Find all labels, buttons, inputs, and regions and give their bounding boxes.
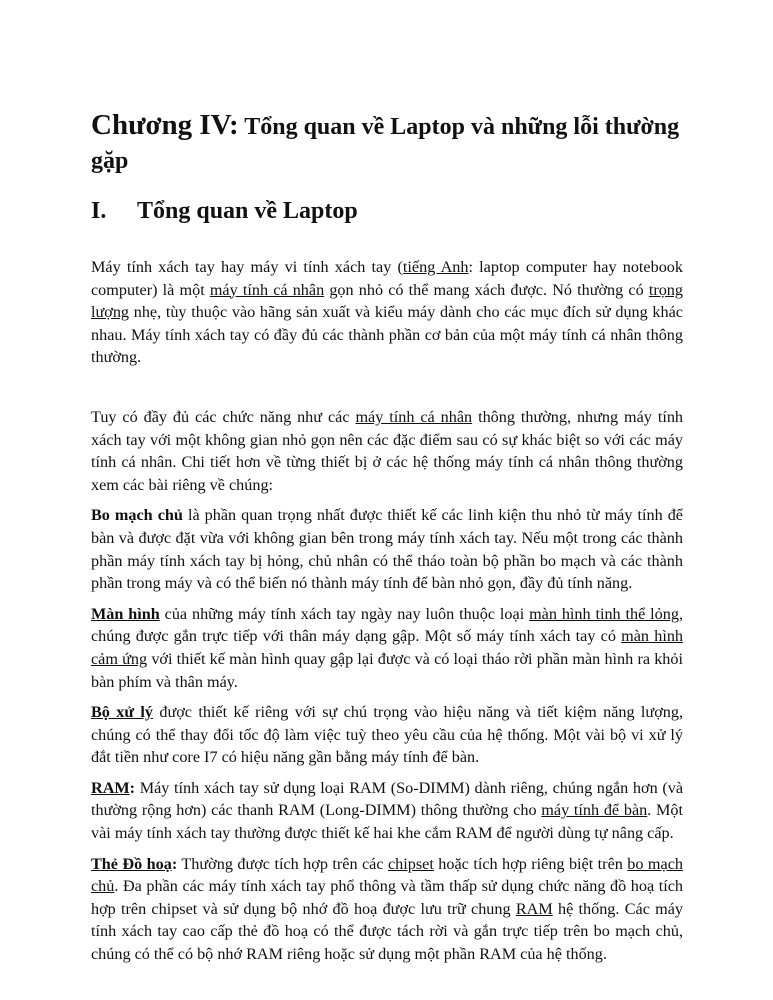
- document-content: [91, 108, 683, 966]
- text-run: là phần quan trọng nhất được thiết kế các linh kiện thu nhỏ từ máy tính để bàn và được đặt vừa với không gian bên trong máy tính xách tay. Nếu một trong các thành phần máy tính xách tay bị hỏng, chủ nhân có thể tháo toàn bộ phần bo mạch và các thành phần trong máy và có thể biến nó thành máy tính để bàn nhỏ gọn, đầy đủ tính năng.: [91, 506, 683, 593]
- link-graphics-term[interactable]: Thẻ Đồ hoạ: [91, 854, 172, 873]
- link-touchscreen[interactable]: màn hình cảm ứng: [91, 627, 684, 668]
- intro-paragraph: [91, 256, 683, 369]
- text-run: của những máy tính xách tay ngày nay luôn thuộc loại: [159, 604, 530, 623]
- text-run: gọn nhỏ có thể mang xách được. Nó thường có: [324, 280, 649, 299]
- section-title: Tổng quan về Laptop: [137, 198, 358, 224]
- chapter-heading: [91, 108, 683, 178]
- text-run: hoặc tích hợp riêng biệt trên: [433, 854, 628, 873]
- section-number: I.: [91, 198, 107, 224]
- link-personal-computer-2[interactable]: máy tính cá nhân: [355, 407, 473, 426]
- text-run: Tuy có đầy đủ các chức năng như các: [91, 407, 356, 426]
- screen-paragraph: [91, 603, 683, 693]
- link-personal-computer[interactable]: máy tính cá nhân: [209, 280, 325, 299]
- graphics-paragraph: [91, 853, 683, 966]
- link-ram[interactable]: RAM: [515, 899, 553, 918]
- text-run: Máy tính xách tay sử dụng loại RAM (So-DIMM) dành riêng, chúng ngắn hơn (và thường rộng hơn) các thanh RAM (Long-DIMM) thông thường cho: [91, 778, 683, 820]
- section-heading: [91, 194, 683, 228]
- link-weight[interactable]: trọng lượng: [91, 280, 683, 322]
- term-colon: :: [171, 854, 178, 873]
- text-run: . Một vài máy tính xách tay thường được thiết kế hai khe cắm RAM để người dùng tự nâng cấp.: [91, 801, 684, 843]
- text-run: Máy tính xách tay hay máy vi tính xách tay (: [91, 258, 403, 276]
- cpu-paragraph: [91, 701, 683, 769]
- text-run: hệ thống. Các máy tính xách tay cao cấp thẻ đồ hoạ có thể được tách rời và gắn trực tiếp trên bo mạch chủ, chúng có thể có bộ nhớ RAM riêng hoặc sử dụng một phần RAM của hệ thống.: [91, 899, 684, 964]
- ram-paragraph: [91, 777, 683, 845]
- link-english[interactable]: tiếng Anh: [402, 258, 469, 276]
- text-run: được thiết kế riêng với sự chú trọng vào hiệu năng và tiết kiệm năng lượng, chúng có thể thay đổi tốc độ làm việc tuỳ theo yêu cầu của hệ thống. Một vài bộ vi xử lý đắt tiền như core I7 có hiệu năng gần bằng máy tính để bàn.: [91, 703, 684, 767]
- text-run: nhẹ, tùy thuộc vào hãng sản xuất và kiểu máy dành cho các mục đích sử dụng khác nhau. Máy tính xách tay có đầy đủ các thành phần cơ bản của một máy tính cá nhân thông thường.: [91, 303, 683, 367]
- link-desktop[interactable]: máy tính để bàn: [541, 801, 648, 820]
- link-screen[interactable]: Màn hình: [91, 604, 160, 623]
- mainboard-paragraph: [91, 504, 683, 594]
- text-run: , chúng được gắn trực tiếp với thân máy dạng gập. Một số máy tính xách tay có: [91, 604, 683, 646]
- chapter-number: Chương IV:: [91, 109, 239, 141]
- text-run: với thiết kế màn hình quay gập lại được và có loại tháo rời phần màn hình ra khỏi bàn phím và thân máy.: [91, 649, 683, 691]
- text-run: thông thường, nhưng máy tính xách tay với một không gian nhỏ gọn nên các đặc điểm sau có sự khác biệt so với các máy tính cá nhân. Chi tiết hơn về từng thiết bị ở các hệ thống máy tính cá nhân thông thường xem các bài riêng về chúng:: [91, 407, 684, 494]
- term-mainboard: Bo mạch chủ: [91, 506, 183, 525]
- link-lcd[interactable]: màn hình tinh thể lỏng: [529, 604, 679, 623]
- link-chipset[interactable]: chipset: [388, 854, 434, 873]
- link-cpu[interactable]: Bộ xử lý: [91, 703, 154, 722]
- term-colon: :: [129, 778, 136, 797]
- link-mainboard[interactable]: bo mạch chủ: [91, 854, 683, 896]
- chapter-title: Tổng quan về Laptop và những lỗi thường gặp: [91, 114, 680, 174]
- text-run: Thường được tích hợp trên các: [177, 854, 388, 873]
- text-run: : laptop computer hay notebook computer) là một: [91, 258, 683, 299]
- text-run: . Đa phần các máy tính xách tay phổ thông và tầm thấp sử dụng chức năng đồ hoạ tích hợp trên chipset và sử dụng bộ nhớ đồ hoạ được lưu trữ chung: [91, 877, 683, 918]
- link-ram-term[interactable]: RAM: [91, 778, 130, 797]
- differences-paragraph: [91, 406, 683, 496]
